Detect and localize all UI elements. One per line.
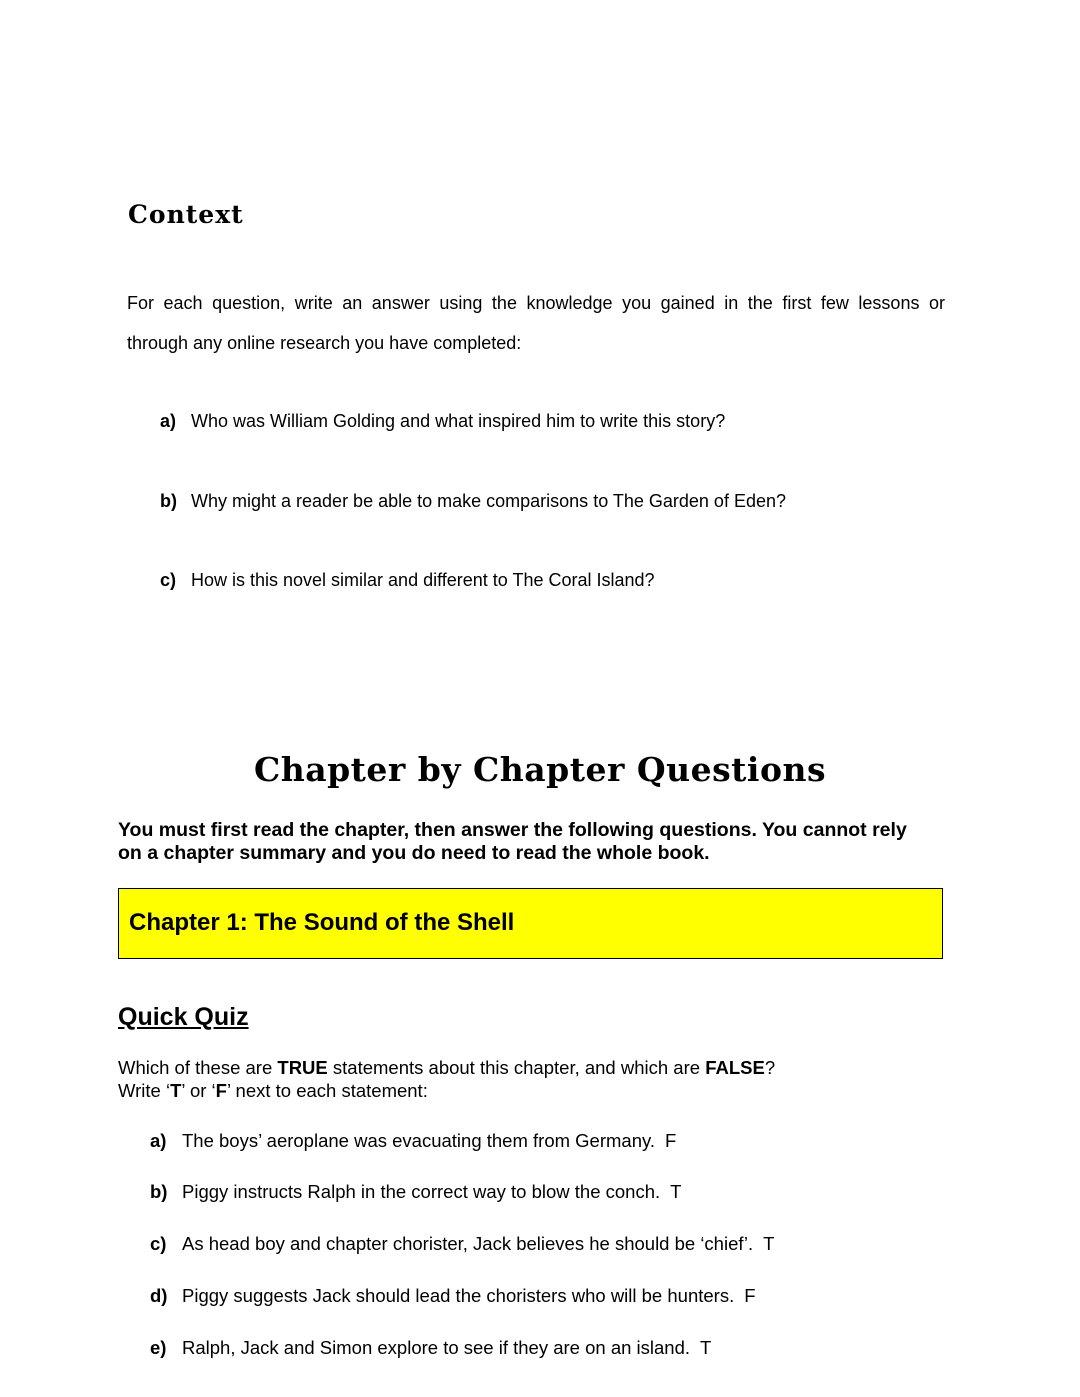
quiz-item-b: [150, 1180, 681, 1203]
quiz-statement: Ralph, Jack and Simon explore to see if they are on an island.: [182, 1337, 691, 1358]
chapter-questions-heading: Chapter by Chapter Questions: [253, 750, 827, 789]
quiz-letter: c): [150, 1233, 167, 1254]
quiz-item-a: [150, 1129, 676, 1152]
quiz-intro-text: Which of these are: [118, 1057, 278, 1078]
quiz-answer: F: [665, 1130, 677, 1151]
false-keyword: FALSE: [705, 1057, 765, 1078]
quiz-item-e: [150, 1336, 711, 1359]
quiz-intro-line-1: [118, 1056, 775, 1079]
quiz-write-text: ’ next to each statement:: [226, 1080, 428, 1101]
quiz-intro-line-2: [118, 1079, 428, 1102]
question-letter: b): [160, 491, 177, 511]
question-text: Who was William Golding and what inspired him to write this story?: [191, 411, 726, 431]
instructions-line-1: You must first read the chapter, then answer the following questions. You cannot rely: [118, 819, 907, 841]
quiz-statement: The boys’ aeroplane was evacuating them from Germany.: [182, 1130, 656, 1151]
question-text: Why might a reader be able to make comparisons to The Garden of Eden?: [191, 491, 786, 511]
quiz-letter: b): [150, 1181, 168, 1202]
question-text: How is this novel similar and different to The Coral Island?: [191, 570, 655, 590]
context-question-b: [160, 490, 786, 512]
context-intro-line-2: through any online research you have completed:: [127, 333, 522, 353]
quiz-write-text: Write ‘: [118, 1080, 171, 1101]
quiz-write-text: ’ or ‘: [181, 1080, 216, 1101]
quiz-statement: Piggy instructs Ralph in the correct way to blow the conch.: [182, 1181, 661, 1202]
quiz-item-c: [150, 1232, 774, 1255]
chapter-instructions: [118, 819, 953, 865]
true-keyword: TRUE: [277, 1057, 328, 1078]
quiz-letter: a): [150, 1130, 167, 1151]
context-question-c: [160, 569, 655, 591]
instructions-line-2: on a chapter summary and you do need to read the whole book.: [118, 842, 710, 864]
quiz-letter: e): [150, 1337, 167, 1358]
quiz-intro-text: statements about this chapter, and which are: [327, 1057, 706, 1078]
context-title: Context: [128, 200, 244, 229]
context-intro-line-1: For each question, write an answer using the knowledge you gained in the first few lessons or: [127, 293, 945, 313]
quiz-answer: T: [670, 1181, 682, 1202]
quiz-answer: T: [763, 1233, 775, 1254]
quiz-letter: d): [150, 1285, 168, 1306]
quiz-answer: F: [744, 1285, 756, 1306]
quiz-statement: As head boy and chapter chorister, Jack believes he should be ‘chief’.: [182, 1233, 754, 1254]
chapter-title-box: [118, 888, 943, 959]
quiz-intro-text: ?: [764, 1057, 776, 1078]
f-keyword: F: [215, 1080, 227, 1101]
question-letter: a): [160, 411, 177, 431]
quiz-answer: T: [700, 1337, 712, 1358]
context-question-a: [160, 410, 725, 432]
quiz-item-d: [150, 1284, 756, 1307]
quick-quiz-title: Quick Quiz: [118, 1003, 249, 1031]
t-keyword: T: [170, 1080, 182, 1101]
chapter-title: Chapter 1: The Sound of the Shell: [129, 909, 515, 936]
question-letter: c): [160, 570, 177, 590]
quiz-statement: Piggy suggests Jack should lead the choristers who will be hunters.: [182, 1285, 735, 1306]
